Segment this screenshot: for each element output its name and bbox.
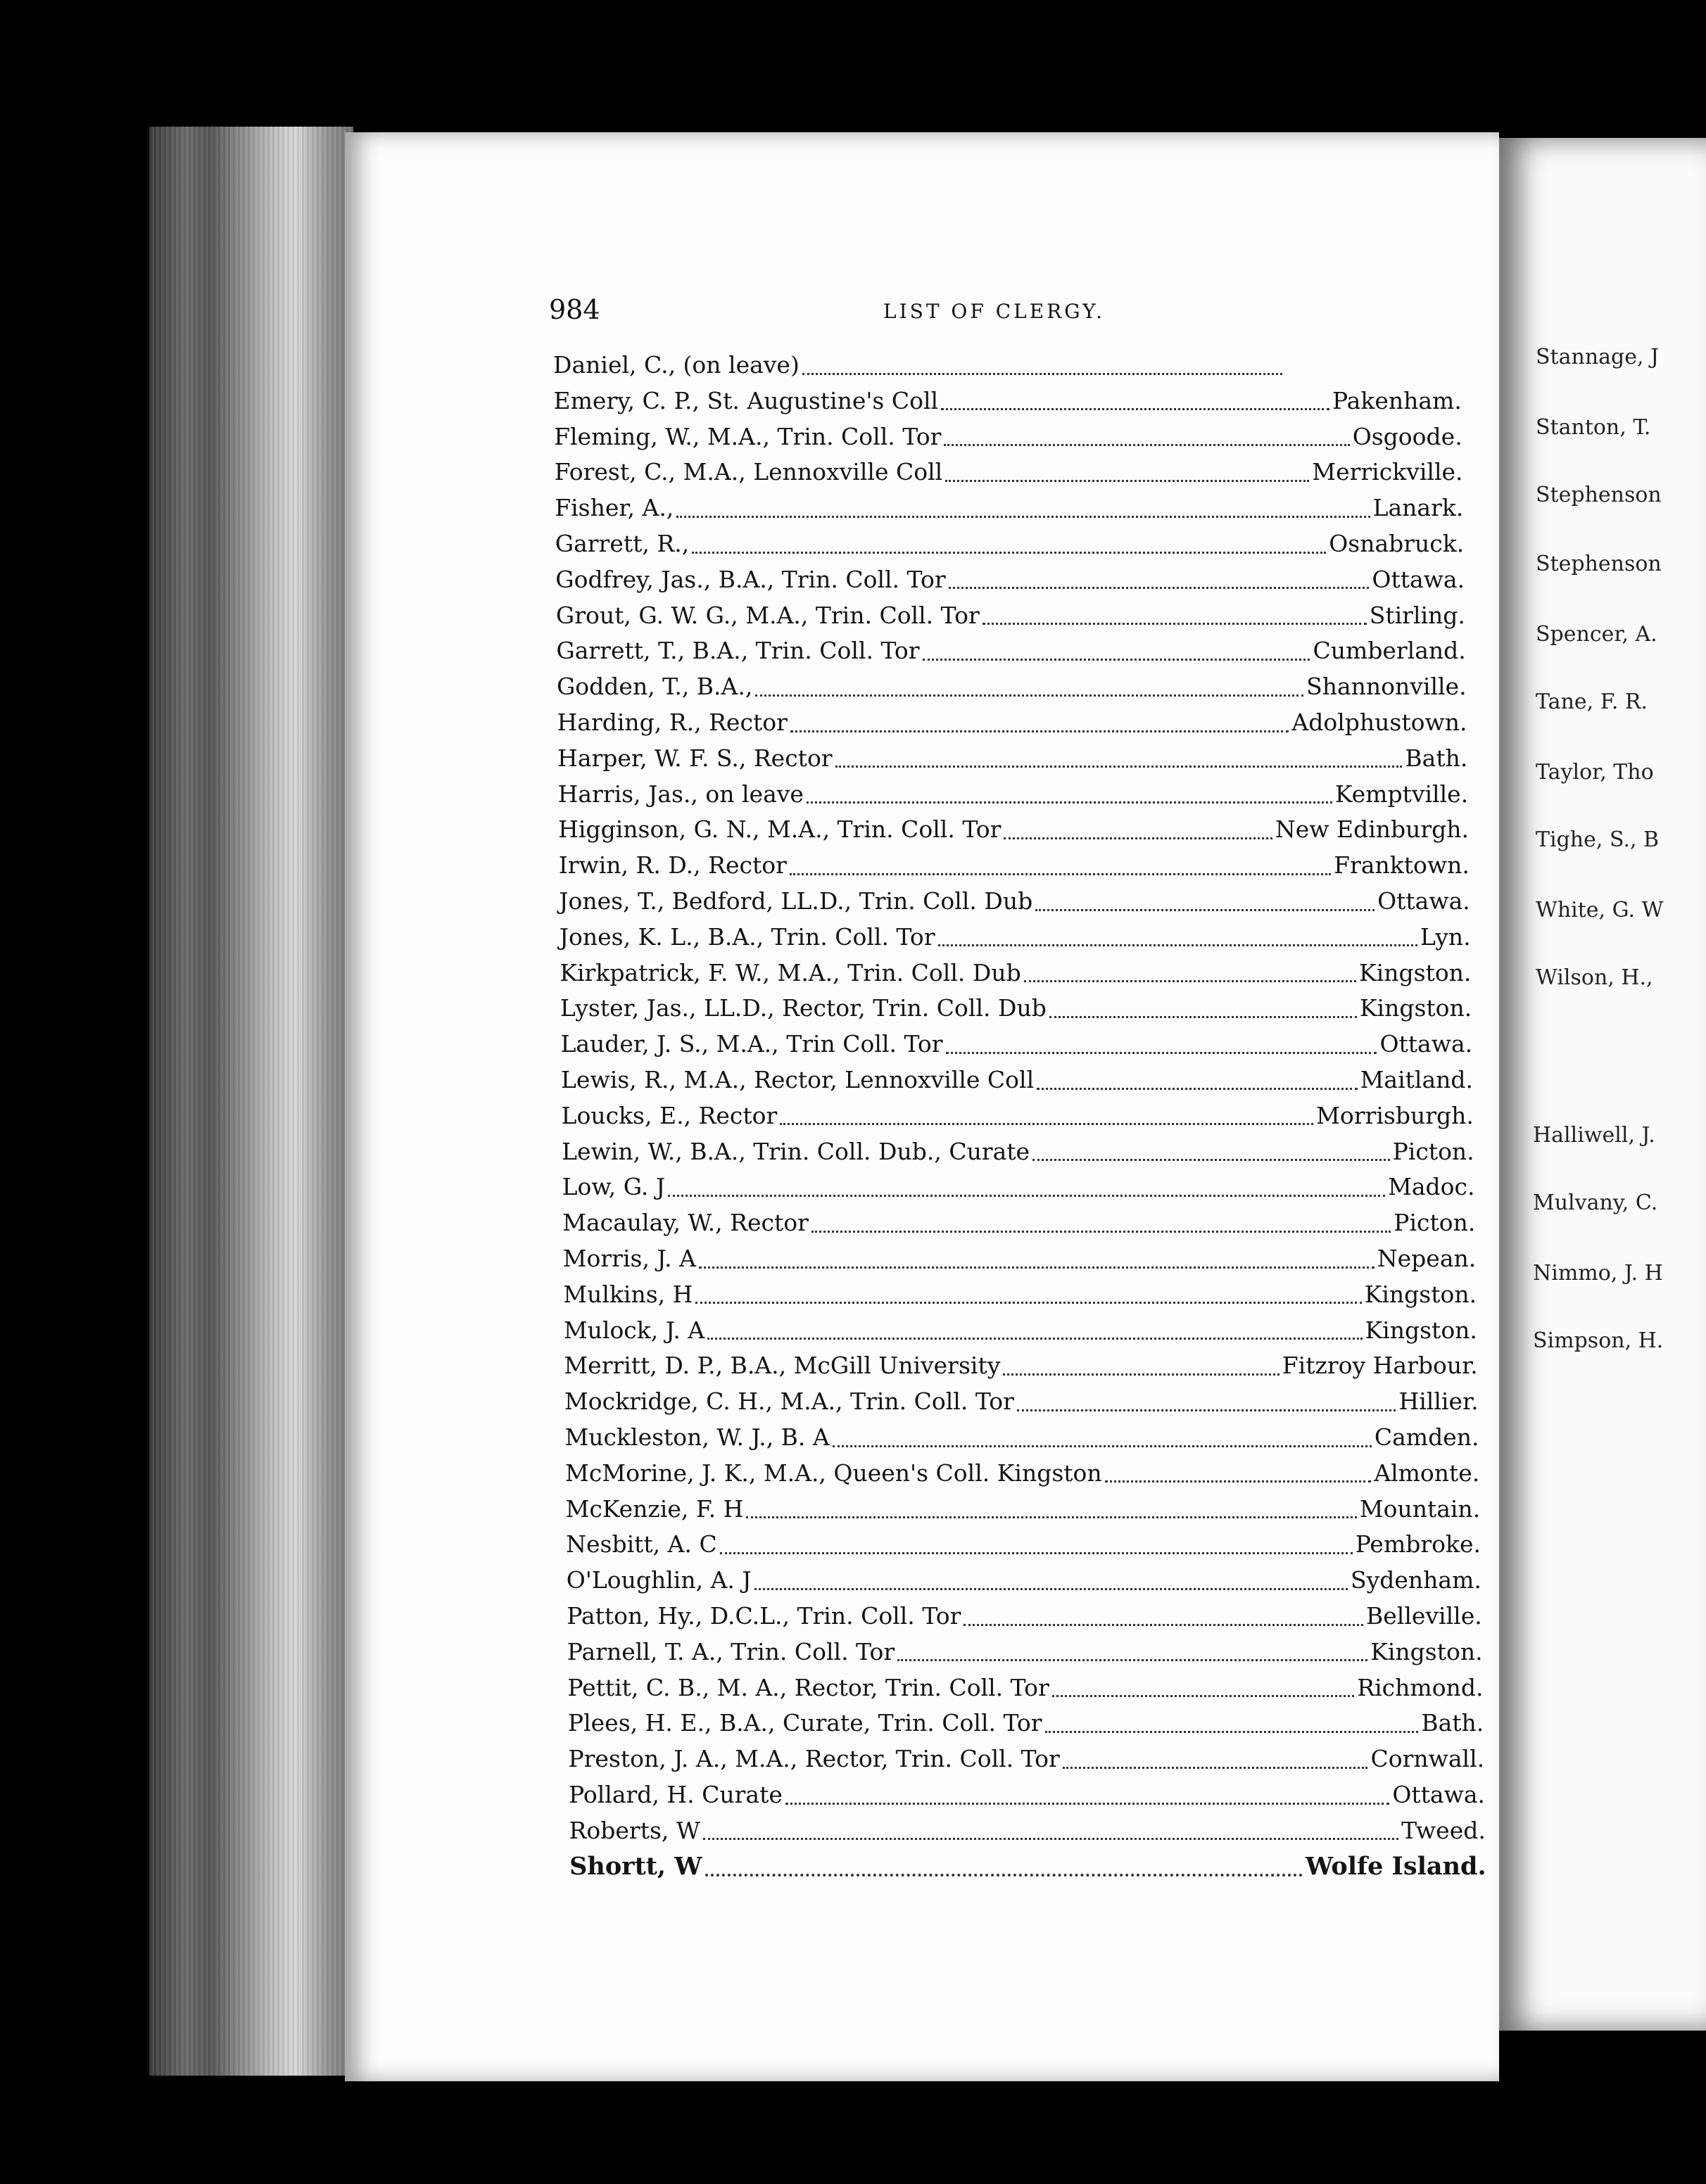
clergy-place: Nepean. — [1377, 1245, 1477, 1272]
clergy-entry — [564, 1350, 1477, 1382]
page-number: 984 — [549, 294, 600, 325]
clergy-place: Kingston. — [1364, 1280, 1477, 1308]
clergy-name: McMorine, J. K., M.A., Queen's Coll. Kingston — [565, 1459, 1102, 1487]
clergy-place: Picton. — [1394, 1209, 1476, 1237]
clergy-name: Mulkins, H — [563, 1280, 693, 1308]
clergy-entry — [560, 1028, 1472, 1060]
clergy-place: Merrickville. — [1312, 458, 1463, 486]
leader-dots — [699, 1266, 1375, 1269]
clergy-place: Shannonville. — [1306, 673, 1467, 701]
clergy-place: Camden. — [1374, 1423, 1479, 1451]
clergy-entry — [557, 742, 1467, 775]
clergy-name: Daniel, C., (on leave) — [553, 351, 800, 379]
next-page-line: Nimmo, J. H — [1533, 1261, 1663, 1285]
clergy-entry — [569, 1815, 1486, 1847]
clergy-entry — [557, 706, 1467, 739]
clergy-place: Kemptville. — [1334, 780, 1469, 808]
clergy-place: Osgoode. — [1352, 422, 1462, 450]
leader-dots — [946, 1052, 1377, 1054]
clergy-entry — [564, 1385, 1479, 1418]
clergy-name: Pettit, C. B., M. A., Rector, Trin. Coll. Tor — [567, 1673, 1049, 1701]
clergy-place: Wolfe Island. — [1305, 1851, 1486, 1881]
clergy-entry — [562, 1171, 1475, 1203]
next-page-line: Stephenson — [1536, 483, 1662, 507]
leader-dots — [923, 659, 1310, 661]
clergy-entry — [565, 1457, 1479, 1490]
leader-dots — [780, 1123, 1313, 1125]
clergy-place: Franktown. — [1334, 851, 1470, 880]
clergy-name: Loucks, E., Rector — [561, 1101, 778, 1129]
leader-dots — [695, 1302, 1361, 1304]
clergy-place: Ottawa. — [1379, 1030, 1473, 1058]
clergy-entry — [566, 1528, 1481, 1561]
clergy-name: Irwin, R. D., Rector — [558, 851, 787, 880]
clergy-entry — [555, 456, 1463, 488]
clergy-entry — [556, 635, 1465, 667]
clergy-name: Low, G. J — [562, 1173, 666, 1201]
clergy-name: Shortt, W — [569, 1851, 702, 1881]
clergy-name: Macaulay, W., Rector — [562, 1209, 809, 1237]
leader-dots — [1024, 980, 1356, 982]
clergy-place: Bath. — [1421, 1709, 1484, 1737]
next-page-line: Stannage, J — [1536, 345, 1660, 369]
clergy-name: Mulock, J. A — [563, 1316, 705, 1344]
clergy-name: Jones, K. L., B.A., Trin. Coll. Tor — [559, 922, 935, 951]
clergy-name: Garrett, T., B.A., Trin. Coll. Tor — [556, 637, 920, 665]
clergy-name: Lyster, Jas., LL.D., Rector, Trin. Coll. Dub — [560, 994, 1047, 1022]
clergy-entry — [559, 885, 1470, 918]
leader-dots — [1052, 1695, 1355, 1697]
clergy-place: Richmond. — [1357, 1673, 1484, 1701]
leader-dots — [790, 730, 1289, 732]
clergy-place: Belleville. — [1366, 1602, 1482, 1630]
clergy-place: Kingston. — [1365, 1316, 1477, 1344]
leader-dots — [692, 552, 1326, 554]
clergy-name: Lewin, W., B.A., Trin. Coll. Dub., Curate — [562, 1137, 1030, 1165]
clergy-place: Morrisburgh. — [1316, 1101, 1474, 1129]
book-page-edges — [149, 127, 353, 2076]
next-page-line: Halliwell, J. — [1533, 1123, 1655, 1148]
clergy-entry — [555, 492, 1463, 524]
clergy-place: New Edinburgh. — [1275, 815, 1470, 844]
leader-dots — [1105, 1480, 1372, 1483]
next-page-line: Tighe, S., B — [1536, 827, 1660, 852]
clergy-place: Almonte. — [1374, 1459, 1480, 1487]
clergy-name: Jones, T., Bedford, LL.D., Trin. Coll. Dub — [559, 887, 1033, 915]
clergy-place: Pakenham. — [1332, 386, 1462, 414]
clergy-entry — [560, 921, 1471, 953]
leader-dots — [949, 587, 1370, 589]
clergy-name: Lauder, J. S., M.A., Trin Coll. Tor — [560, 1030, 943, 1058]
leader-dots — [668, 1195, 1385, 1197]
clergy-place: Fitzroy Harbour. — [1282, 1352, 1478, 1380]
running-title: LIST OF CLERGY. — [883, 300, 1105, 323]
clergy-name: Merritt, D. P., B.A., McGill University — [564, 1352, 1001, 1380]
leader-dots — [785, 1803, 1389, 1805]
clergy-place: Cumberland. — [1313, 637, 1466, 665]
leader-dots — [676, 516, 1370, 518]
leader-dots — [1045, 1731, 1419, 1733]
leader-dots — [1063, 1767, 1368, 1769]
clergy-place: Lyn. — [1420, 922, 1471, 951]
clergy-place: Hillier. — [1398, 1388, 1479, 1416]
clergy-name: Fisher, A., — [555, 494, 674, 522]
clergy-entry — [557, 671, 1467, 703]
clergy-name: Higginson, G. N., M.A., Trin. Coll. Tor — [558, 815, 1002, 844]
clergy-name: Plees, H. E., B.A., Curate, Trin. Coll. Tor — [567, 1709, 1042, 1737]
clergy-place: Bath. — [1405, 744, 1468, 772]
clergy-name: Patton, Hy., D.C.L., Trin. Coll. Tor — [567, 1602, 961, 1630]
leader-dots — [945, 480, 1309, 482]
clergy-name: Garrett, R., — [555, 530, 690, 557]
clergy-name: Grout, G. W. G., M.A., Trin. Coll. Tor — [555, 601, 980, 629]
leader-dots — [835, 766, 1403, 768]
leader-dots — [1049, 1016, 1357, 1018]
clergy-entry — [558, 778, 1469, 811]
clergy-name: Parnell, T. A., Trin. Coll. Tor — [567, 1637, 895, 1665]
clergy-place: Kingston. — [1359, 958, 1472, 986]
clergy-place: Tweed. — [1401, 1816, 1486, 1844]
page-header — [0, 294, 1706, 336]
clergy-name: Forest, C., M.A., Lennoxville Coll — [554, 458, 943, 486]
clergy-entry — [568, 1743, 1484, 1775]
clergy-entry — [555, 564, 1465, 596]
clergy-name: Emery, C. P., St. Augustine's Coll — [553, 386, 939, 414]
leader-dots — [705, 1874, 1303, 1877]
clergy-name: Muckleston, W. J., B. A — [564, 1423, 830, 1451]
leader-dots — [790, 873, 1331, 875]
next-page-line: Tane, F. R. — [1536, 690, 1648, 714]
clergy-entry — [569, 1779, 1485, 1811]
clergy-entry — [556, 599, 1465, 632]
clergy-entry — [567, 1600, 1482, 1632]
clergy-name: Godfrey, Jas., B.A., Trin. Coll. Tor — [555, 565, 946, 593]
leader-dots — [1037, 1088, 1357, 1090]
clergy-name: Mockridge, C. H., M.A., Trin. Coll. Tor — [564, 1388, 1014, 1416]
next-page-line: Wilson, H., — [1536, 965, 1653, 990]
clergy-name: Preston, J. A., M.A., Rector, Trin. Coll. Tor — [568, 1745, 1060, 1773]
clergy-entry — [568, 1707, 1484, 1739]
clergy-name: McKenzie, F. H — [565, 1494, 744, 1523]
clergy-entry — [561, 1064, 1473, 1096]
clergy-place: Madoc. — [1388, 1173, 1475, 1201]
clergy-place: Cornwall. — [1370, 1745, 1485, 1773]
leader-dots — [833, 1445, 1372, 1447]
leader-dots — [897, 1659, 1367, 1661]
clergy-name: Godden, T., B.A., — [556, 673, 753, 701]
leader-dots — [703, 1838, 1398, 1840]
leader-dots — [982, 623, 1367, 625]
clergy-place: Ottawa. — [1372, 565, 1465, 593]
leader-dots — [941, 408, 1329, 410]
clergy-place: Picton. — [1392, 1137, 1474, 1165]
clergy-entry — [564, 1314, 1477, 1347]
leader-dots — [807, 801, 1332, 804]
clergy-name: Harper, W. F. S., Rector — [557, 744, 833, 772]
clergy-entry — [563, 1278, 1477, 1311]
clergy-entry — [562, 1136, 1474, 1168]
clergy-place: Mountain. — [1359, 1494, 1481, 1523]
leader-dots — [963, 1624, 1363, 1626]
next-page-line: Taylor, Tho — [1536, 760, 1654, 785]
clergy-entry — [553, 349, 1461, 381]
leader-dots — [811, 1231, 1391, 1233]
clergy-place: Sydenham. — [1351, 1566, 1481, 1594]
clergy-entry — [559, 849, 1470, 882]
leader-dots — [1017, 1409, 1396, 1411]
clergy-entry — [566, 1493, 1481, 1525]
clergy-name: Fleming, W., M.A., Trin. Coll. Tor — [554, 422, 942, 450]
clergy-name: Lewis, R., M.A., Rector, Lennoxville Coll — [561, 1066, 1035, 1093]
clergy-name: Nesbitt, A. C — [566, 1530, 717, 1558]
clergy-place: Adolphustown. — [1291, 709, 1467, 736]
leader-dots — [720, 1552, 1353, 1554]
leader-dots — [754, 1588, 1348, 1590]
clergy-entry — [562, 1100, 1474, 1132]
clergy-place: Ottawa. — [1377, 887, 1470, 915]
next-page-line: White, G. W — [1536, 898, 1664, 922]
clergy-name: Harding, R., Rector — [557, 709, 788, 736]
clergy-entry — [560, 957, 1471, 989]
clergy-entry — [554, 421, 1462, 453]
next-page-line: Stanton, T. — [1536, 415, 1651, 440]
leader-dots — [1004, 837, 1272, 839]
clergy-name: Morris, J. A — [562, 1245, 696, 1272]
clergy-place: Osnabruck. — [1329, 530, 1465, 557]
leader-dots — [746, 1516, 1356, 1518]
leader-dots — [1003, 1373, 1279, 1376]
clergy-entry — [558, 813, 1469, 846]
clergy-name: Kirkpatrick, F. W., M.A., Trin. Coll. Dub — [560, 958, 1021, 986]
clergy-name: O'Loughlin, A. J — [566, 1566, 752, 1594]
clergy-entry — [567, 1564, 1481, 1596]
leader-dots — [944, 444, 1349, 446]
next-page-line: Simpson, H. — [1533, 1328, 1664, 1353]
clergy-name: Roberts, W — [569, 1816, 700, 1844]
clergy-entry — [563, 1243, 1477, 1275]
clergy-place: Kingston. — [1370, 1637, 1483, 1665]
clergy-place: Pembroke. — [1355, 1530, 1481, 1558]
clergy-place: Maitland. — [1360, 1066, 1473, 1093]
clergy-place: Stirling. — [1369, 601, 1465, 629]
next-page-text — [1499, 138, 1706, 2031]
clergy-entry — [565, 1421, 1479, 1454]
next-page-line: Stephenson — [1536, 552, 1662, 576]
clergy-name: Harris, Jas., on leave — [557, 780, 804, 808]
clergy-entry — [569, 1850, 1486, 1883]
clergy-entry — [555, 528, 1465, 560]
leader-dots — [938, 944, 1417, 946]
next-page-line: Mulvany, C. — [1533, 1191, 1658, 1215]
clergy-entry — [562, 1207, 1475, 1239]
leader-dots — [755, 694, 1303, 697]
next-page-line: Spencer, A. — [1536, 622, 1657, 647]
leader-dots — [707, 1338, 1362, 1340]
clergy-entry — [554, 385, 1462, 417]
clergy-entry — [560, 992, 1472, 1024]
clergy-place: Kingston. — [1359, 994, 1472, 1022]
clergy-place: Ottawa. — [1392, 1781, 1485, 1808]
leader-dots — [1035, 909, 1375, 911]
clergy-name: Pollard, H. Curate — [569, 1781, 783, 1808]
clergy-entry — [567, 1672, 1483, 1704]
clergy-place: Lanark. — [1372, 494, 1464, 522]
leader-dots — [1032, 1159, 1390, 1161]
leader-dots — [802, 373, 1282, 375]
clergy-entry — [567, 1636, 1483, 1668]
